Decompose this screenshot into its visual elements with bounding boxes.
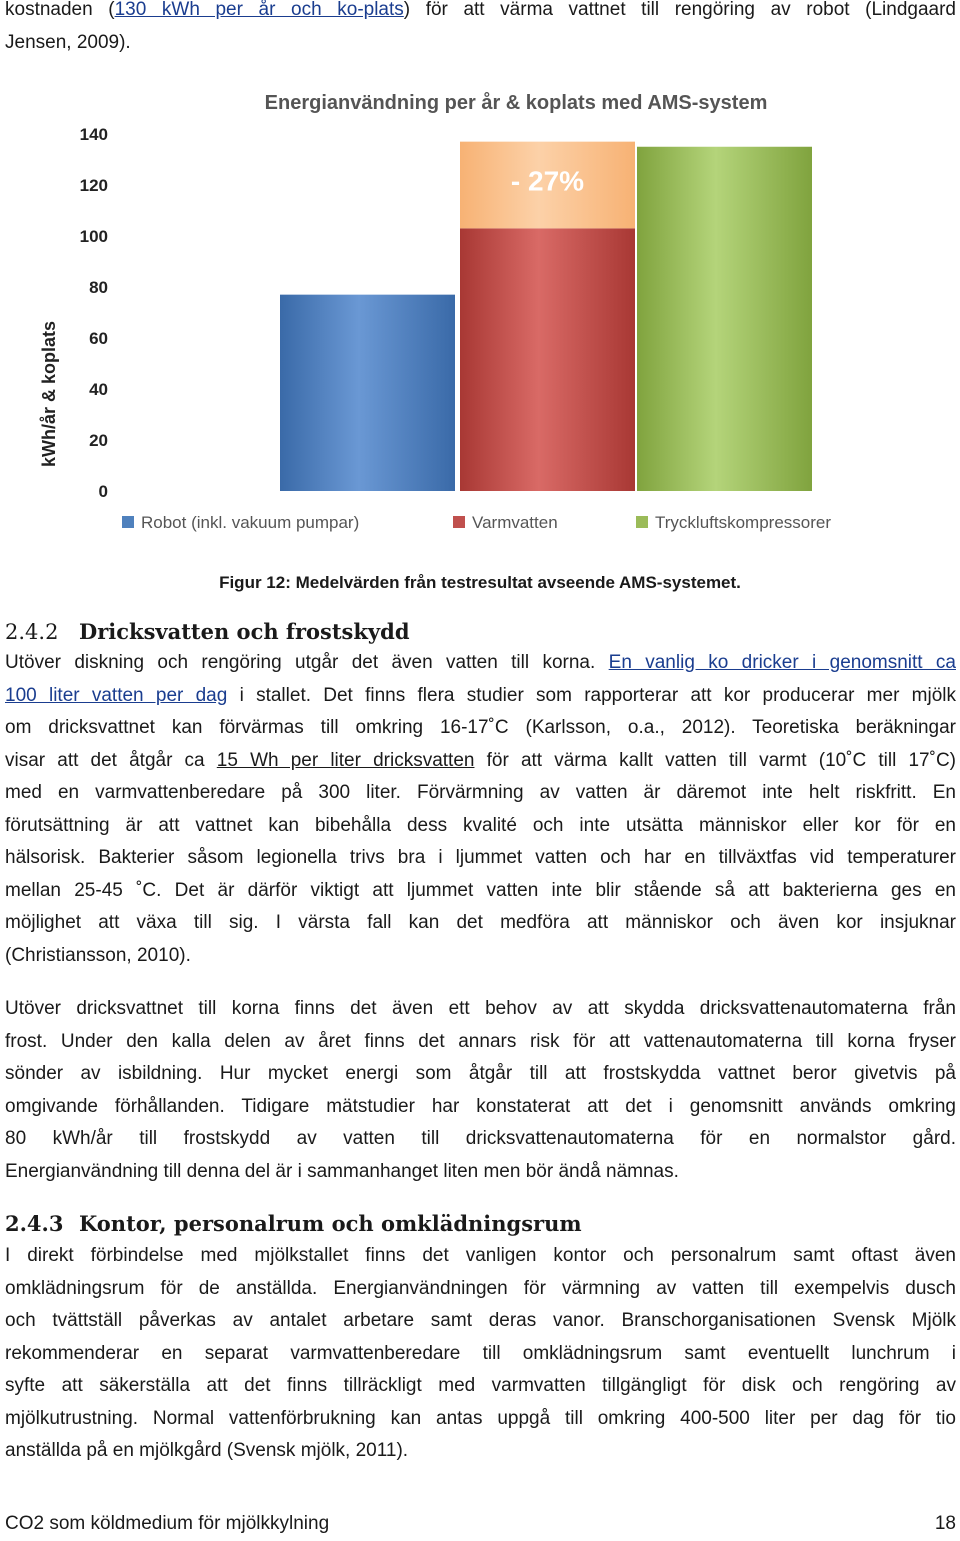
text-line: Utöver diskning och rengöring utgår det även vatten till korna. En vanlig ko dricker i genomsnitt ca	[5, 652, 956, 673]
y-tick-label: 20	[89, 431, 108, 450]
frost-paragraph	[5, 993, 956, 1188]
reference-link[interactable]: 100 liter vatten per dag	[5, 684, 228, 706]
text-line: omgivande förhållanden. Tidigare mätstudier har konstaterat att det i genomsnitt används omkring	[5, 1095, 956, 1117]
text-line: om dricksvattnet kan förvärmas till omkring 16-17˚C (Karlsson, o.a., 2012). Teoretiska beräkningar	[5, 717, 956, 738]
intro-line-2: Jensen, 2009).	[5, 31, 131, 53]
legend-label: Robot (inkl. vakuum pumpar)	[141, 513, 360, 532]
text-line: möjlighet att växa till sig. I värsta fall kan det medföra att människor och även kor insjuknar	[5, 912, 956, 933]
footer-title: CO2 som köldmedium för mjölkkylning	[5, 1513, 330, 1534]
legend-swatch	[453, 516, 465, 528]
legend-swatch	[636, 516, 648, 528]
text-line: frost. Under den kalla delen av året finns det annars risk för att vattenautomaterna till korna fryser	[5, 1030, 956, 1052]
y-tick-label: 80	[89, 278, 108, 297]
text-line: visar att det åtgår ca 15 Wh per liter dricksvatten för att värma kallt vatten till varmt (10˚C till 17˚C)	[5, 749, 957, 771]
energy-bar-chart	[0, 82, 960, 542]
text-line: förutsättning är att vattnet kan bibehålla dess kvalité och inte utsätta människor eller kor för en	[5, 814, 956, 836]
y-tick-label: 40	[89, 380, 108, 399]
page-number: 18	[934, 1513, 956, 1534]
text-line: med en varmvattenberedare på 300 liter. Förvärmning av vatten är däremot inte helt riskfritt. En	[5, 782, 956, 803]
underlined-text: 15 Wh per liter dricksvatten	[216, 749, 475, 771]
office-paragraph	[5, 1240, 956, 1468]
text-line: omklädningsrum för de anställda. Energianvändningen för värmning av vatten till exempelvis dusch	[5, 1277, 956, 1299]
text-line: sönder av isbildning. Hur mycket energi som åtgår till att frostskydda vattnet beror givetvis på	[5, 1063, 956, 1084]
y-tick-label: 120	[79, 176, 108, 195]
legend-swatch	[122, 516, 134, 528]
intro-paragraph	[5, 0, 956, 59]
text-line: Energianvändning till denna del är i sammanhanget liten men bör ändå nämnas.	[5, 1160, 679, 1182]
drinking-water-paragraph	[5, 647, 956, 972]
y-tick-label: 100	[79, 227, 108, 246]
bar-robot	[280, 295, 455, 491]
reference-link[interactable]: En vanlig ko dricker i genomsnitt ca	[608, 652, 956, 673]
legend-label: Tryckluftskompressorer	[655, 513, 832, 532]
y-tick-label: 140	[79, 125, 108, 144]
chart-y-label: kWh/år & koplats	[39, 320, 59, 468]
intro-line-1: kostnaden (130 kWh per år och ko-plats) för att värma vattnet till rengöring av robot (Lindgaard	[5, 0, 956, 20]
section-title: Kontor, personalrum och omklädningsrum	[79, 1211, 582, 1236]
text-line: (Christiansson, 2010).	[5, 944, 191, 966]
legend-label: Varmvatten	[472, 513, 558, 532]
chart-title: Energianvändning per år & koplats med AMS-system	[264, 92, 768, 114]
text-line: mellan 25-45 ˚C. Det är därför viktigt att ljummet vatten inte blir stående så att bakterierna ges en	[5, 879, 956, 901]
section-title: Dricksvatten och frostskydd	[79, 619, 410, 644]
text-line: hälsorisk. Bakterier såsom legionella trivs bra i ljummet vatten och har en tillväxtfas vid temperaturer	[5, 847, 956, 868]
intro-link[interactable]: 130 kWh per år och ko-plats	[114, 0, 404, 20]
text-line: anställda på en mjölkgård (Svensk mjölk, 2011).	[5, 1440, 409, 1461]
section-number: 2.4.2	[5, 620, 59, 644]
text-line: Utöver dricksvattnet till korna finns det även ett behov av att skydda dricksvattenautomaterna från	[5, 998, 956, 1019]
reduction-annotation: - 27%	[510, 165, 585, 197]
text-line: mjölkutrustning. Normal vattenförbrukning kan antas uppgå till omkring 400-500 liter per dag för tio	[5, 1407, 956, 1429]
text-line: I direkt förbindelse med mjölkstallet finns det vanligen kontor och personalrum samt oftast även	[5, 1245, 956, 1266]
section-heading-2-4-2	[5, 619, 410, 644]
bar-tryckluft	[637, 147, 812, 491]
text-line: rekommenderar en separat varmvattenberedare till omklädningsrum samt eventuellt lunchrum i	[5, 1342, 956, 1364]
text-line: 80 kWh/år till frostskydd av vatten till dricksvattenautomaterna för en normalstor gård.	[5, 1128, 956, 1149]
text-line: 100 liter vatten per dag i stallet. Det finns flera studier som rapporterar att kor producerar mer mjölk	[5, 684, 956, 706]
section-number: 2.4.3	[5, 1211, 64, 1236]
text-line: och tvättställ påverkas av antalet arbetare samt deras vanor. Branschorganisationen Svensk Mjölk	[5, 1310, 956, 1331]
bar-varmvatten	[460, 228, 635, 491]
y-tick-label: 60	[89, 329, 108, 348]
y-tick-label: 0	[98, 482, 108, 501]
section-heading-2-4-3	[5, 1211, 582, 1236]
figure-caption: Figur 12: Medelvärden från testresultat avseende AMS-systemet.	[219, 573, 741, 592]
text-line: syfte att säkerställa att det finns tillräckligt med varmvatten tillgängligt för disk och rengöring av	[5, 1375, 956, 1396]
